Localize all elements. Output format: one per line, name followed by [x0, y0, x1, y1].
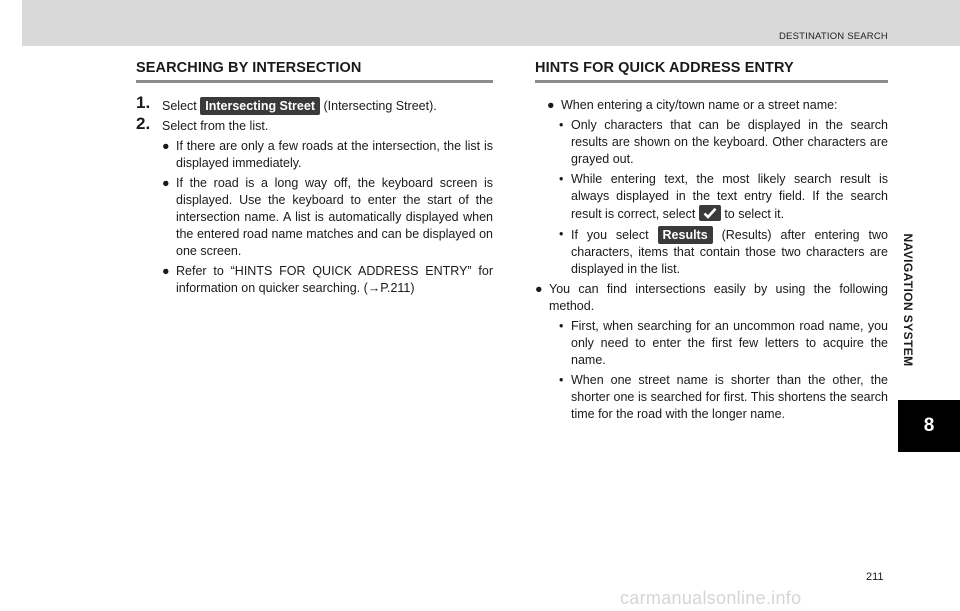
list-item	[557, 318, 888, 369]
bullet-icon: ●	[535, 282, 543, 296]
item-text: While entering text, the most likely search result is always displayed in the text entry field. If the search result is correct, select	[571, 172, 888, 221]
left-heading: SEARCHING BY INTERSECTION	[136, 60, 493, 83]
right-column	[535, 60, 888, 426]
list-item	[162, 175, 493, 260]
checkmark-button[interactable]	[699, 205, 721, 221]
results-button[interactable]: Results	[658, 226, 713, 244]
page-number: 211	[866, 571, 884, 583]
list-item	[557, 117, 888, 168]
step-text: Select	[162, 99, 197, 113]
checkmark-icon	[703, 207, 717, 219]
step-number: 1.	[136, 93, 151, 112]
list-item	[557, 372, 888, 423]
right-heading: HINTS FOR QUICK ADDRESS ENTRY	[535, 60, 888, 83]
step-text: (Intersecting Street).	[323, 99, 437, 113]
bullet-icon: ●	[162, 264, 170, 278]
side-tab-label: NAVIGATION SYSTEM	[901, 233, 915, 367]
list-item	[557, 226, 888, 278]
item-text: Only characters that can be displayed in the search results are shown on the keyboard. Other characters are grayed out.	[571, 118, 888, 166]
bullet-text: When entering a city/town name or a street name:	[561, 98, 838, 112]
item-text: to select it.	[724, 207, 785, 221]
step-1	[136, 93, 493, 115]
bullet-icon: ●	[547, 98, 555, 112]
dash-icon: •	[559, 227, 564, 241]
bullet-text: You can find intersections easily by using the following method.	[549, 282, 888, 313]
list-item	[547, 97, 888, 114]
item-text: (Results) after entering two characters, items that contain those two characters are displayed in the list.	[571, 228, 888, 276]
bullet-icon: ●	[162, 176, 170, 190]
header-bar	[22, 0, 960, 46]
bullet-text: Refer to “HINTS FOR QUICK ADDRESS ENTRY” for information on quicker searching. (→P.211)	[176, 264, 493, 295]
item-text: When one street name is shorter than the other, the shorter one is searched for first. This shortens the search time for the road with the longer name.	[571, 373, 888, 421]
intersecting-street-button[interactable]: Intersecting Street	[200, 97, 320, 115]
bullet-text: If the road is a long way off, the keyboard screen is displayed. Use the keyboard to enter the start of the intersection name. A list is automatically displayed when the entered road name matches and can be displayed on one screen.	[176, 176, 493, 258]
dash-icon: •	[559, 118, 564, 132]
bullet-text: If there are only a few roads at the intersection, the list is displayed immediately.	[176, 139, 493, 170]
step-2	[136, 114, 493, 135]
step-number: 2.	[136, 114, 151, 133]
item-text: First, when searching for an uncommon road name, you only need to enter the first few letters to acquire the name.	[571, 319, 888, 367]
section-title: DESTINATION SEARCH	[779, 31, 888, 42]
step-text: Select from the list.	[162, 119, 269, 133]
item-text: If you select	[571, 228, 649, 242]
dash-icon: •	[559, 172, 564, 186]
left-column	[136, 60, 493, 300]
dash-icon: •	[559, 319, 564, 333]
chapter-badge: 8	[898, 400, 960, 452]
list-item	[162, 263, 493, 297]
watermark: carmanualsonline.info	[620, 588, 802, 608]
list-item	[162, 138, 493, 172]
dash-icon: •	[559, 373, 564, 387]
bullet-icon: ●	[162, 139, 170, 153]
list-item	[557, 171, 888, 223]
list-item	[535, 281, 888, 315]
